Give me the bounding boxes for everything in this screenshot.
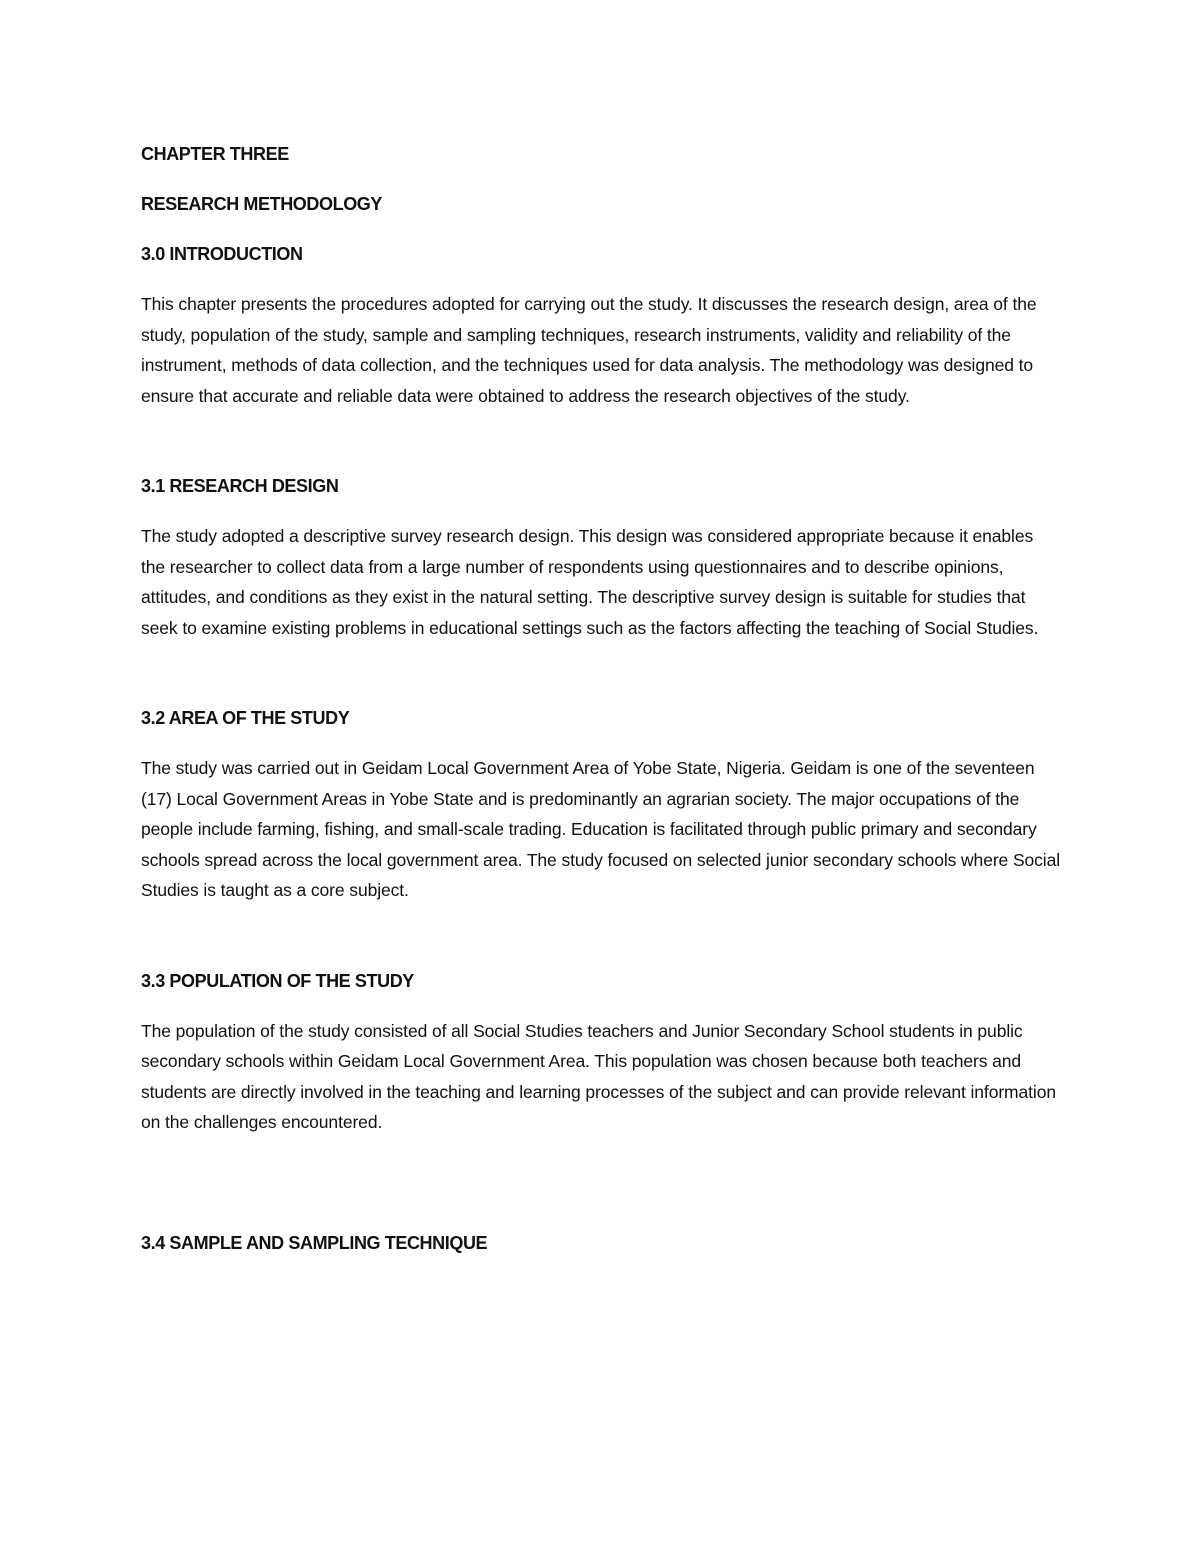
section-heading-population: 3.3 POPULATION OF THE STUDY <box>141 970 414 991</box>
section-body-research-design: The study adopted a descriptive survey research design. This design was considered appropriate because it enables the researcher to collect data from a large number of respondents using questionnaires and to describe opinions, attitudes, and conditions as they exist in the natural setting. The descriptive survey design is suitable for studies that seek to examine existing problems in educational settings such as the factors affecting the teaching of Social Studies. <box>141 526 1039 638</box>
section-body-population: The population of the study consisted of all Social Studies teachers and Junior Secondary School students in public secondary schools within Geidam Local Government Area. This population was chosen because both teachers and students are directly involved in the teaching and learning processes of the subject and can provide relevant information on the challenges encountered. <box>141 1020 1056 1132</box>
section-heading-research-design: 3.1 RESEARCH DESIGN <box>141 476 339 496</box>
document-content <box>141 139 1061 1278</box>
chapter-title: CHAPTER THREE <box>141 144 289 164</box>
section-body-area-of-study: The study was carried out in Geidam Local Government Area of Yobe State, Nigeria. Geidam is one of the seventeen (17) Local Government Areas in Yobe State and is predominantly an agrarian society. The major occupations of the people include farming, fishing, and small-scale trading. Education is facilitated through public primary and secondary schools spread across the local government area. The study focused on selected junior secondary schools where Social Studies is taught as a core subject. <box>141 758 1061 900</box>
section-body-introduction: This chapter presents the procedures adopted for carrying out the study. It discusses the research design, area of the study, population of the study, sample and sampling techniques, research instruments, validity and reliability of the instrument, methods of data collection, and the techniques used for data analysis. The methodology was designed to ensure that accurate and reliable data were obtained to address the research objectives of the study. <box>141 294 1037 406</box>
section-heading-sampling: 3.4 SAMPLE AND SAMPLING TECHNIQUE <box>141 1232 488 1253</box>
section-heading-area-of-study: 3.2 AREA OF THE STUDY <box>141 708 350 728</box>
section-heading-introduction: 3.0 INTRODUCTION <box>141 244 303 264</box>
chapter-subtitle: RESEARCH METHODOLOGY <box>141 194 383 214</box>
